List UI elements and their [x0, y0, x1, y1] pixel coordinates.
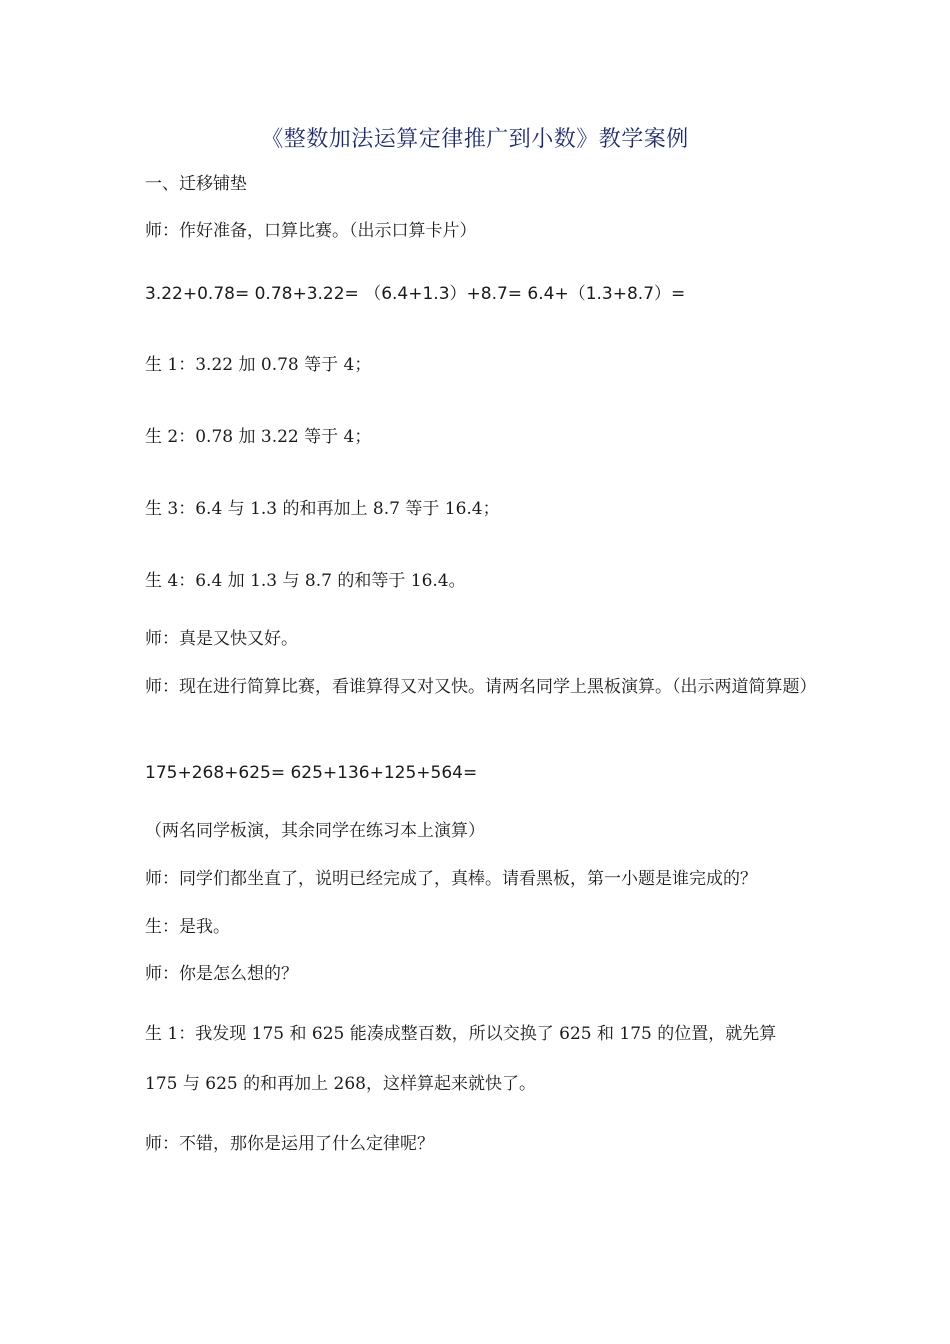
paragraph: 175 与 625 的和再加上 268，这样算起来就快了。 — [145, 1074, 536, 1094]
paragraph: 师：你是怎么想的？ — [145, 964, 298, 984]
paragraph: 师：现在进行简算比赛，看谁算得又对又快。请两名同学上黑板演算。（出示两道简算题） — [145, 677, 817, 697]
paragraph: 生 2：0.78 加 3.22 等于 4； — [145, 427, 372, 447]
paragraph: 生 1：3.22 加 0.78 等于 4； — [145, 355, 372, 375]
document-title: 《整数加法运算定律推广到小数》教学案例 — [261, 127, 689, 152]
math-expressions: 175+268+625= 625+136+125+564= — [145, 763, 478, 783]
paragraph: （两名同学板演，其余同学在练习本上演算） — [145, 821, 485, 841]
paragraph: 师：真是又快又好。 — [145, 629, 298, 649]
paragraph: 生：是我。 — [145, 917, 230, 937]
math-expressions: 3.22+0.78= 0.78+3.22= （6.4+1.3）+8.7= 6.4+（1.3+8.7）= — [145, 284, 686, 304]
section-heading: 一、迁移铺垫 — [145, 174, 247, 194]
paragraph: 师：不错，那你是运用了什么定律呢？ — [145, 1134, 434, 1154]
paragraph: 生 4：6.4 加 1.3 与 8.7 的和等于 16.4。 — [145, 571, 466, 591]
paragraph: 生 3：6.4 与 1.3 的和再加上 8.7 等于 16.4； — [145, 499, 500, 519]
paragraph: 师：同学们都坐直了，说明已经完成了，真棒。请看黑板，第一小题是谁完成的？ — [145, 869, 757, 889]
paragraph: 生 1：我发现 175 和 625 能凑成整百数，所以交换了 625 和 175 的位置，就先算 — [145, 1024, 777, 1044]
paragraph: 师：作好准备，口算比赛。（出示口算卡片） — [145, 221, 477, 241]
